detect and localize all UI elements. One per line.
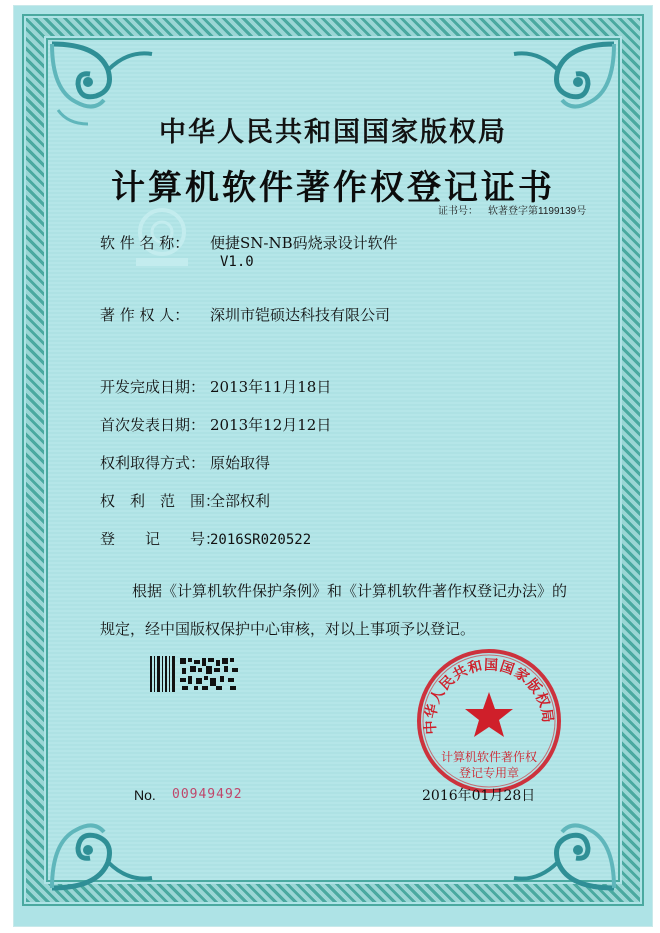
field-rights-scope [100, 490, 270, 511]
seal-text-line-2: 登记专用章 [458, 766, 519, 780]
field-publish-date [100, 414, 331, 435]
field-value: 原始取得 [210, 454, 271, 472]
field-label: 权 利 范 围： [100, 492, 221, 510]
statement-line-2: 规定，经中国版权保护中心审核，对以上事项予以登记。 [100, 620, 476, 638]
certificate-page [14, 6, 652, 926]
field-label: 权利取得方式： [100, 454, 206, 472]
field-value: 全部权利 [210, 492, 271, 510]
field-version: V1.0 [220, 254, 254, 270]
corner-ornament-icon [48, 802, 158, 892]
certificate-number [438, 202, 586, 217]
certificate-number-value: 软著登字第1199139号 [488, 206, 587, 217]
serial-number-value: 00949492 [172, 787, 243, 802]
field-value: 深圳市铠硕达科技有限公司 [210, 306, 391, 324]
field-label: 著 作 权 人： [100, 306, 190, 324]
field-value: 2013年11月18日 [210, 378, 332, 396]
field-software-name [100, 232, 398, 270]
certificate-title: 计算机软件著作权登记证书 [111, 168, 555, 208]
field-registration-number [100, 528, 311, 549]
field-copyright-owner [100, 304, 390, 325]
seal-ring-text: 中华人民共和国国家版权局 [422, 657, 556, 735]
serial-number-label: No. [134, 787, 156, 803]
field-label: 软 件 名 称： [100, 234, 190, 252]
field-acquisition-method [100, 452, 270, 473]
field-value: 便捷SN-NB码烧录设计软件 [210, 234, 398, 252]
barcode-icon [150, 656, 242, 692]
field-value: 2016SR020522 [210, 532, 312, 548]
seal-text-line-1: 计算机软件著作权 [440, 750, 537, 764]
field-label: 开发完成日期： [100, 378, 206, 396]
issue-date: 2016年01月28日 [422, 788, 536, 804]
issuer-title: 中华人民共和国国家版权局 [159, 117, 507, 148]
field-value: 2013年12月12日 [210, 416, 332, 434]
field-completion-date [100, 376, 331, 397]
field-label: 登 记 号： [100, 530, 221, 548]
corner-ornament-icon [508, 802, 618, 892]
certificate-number-label: 证书号： [438, 206, 478, 217]
field-label: 首次发表日期： [100, 416, 206, 434]
statement-line-1: 根据《计算机软件保护条例》和《计算机软件著作权登记办法》的 [132, 582, 568, 600]
